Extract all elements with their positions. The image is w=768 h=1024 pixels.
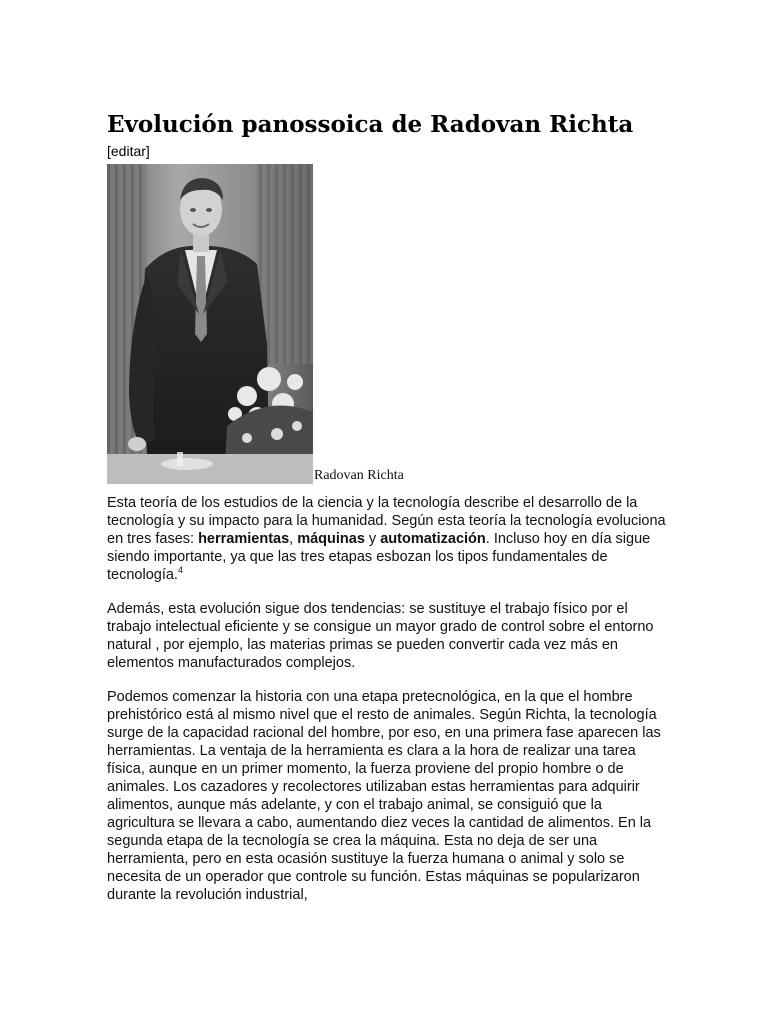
- article-title: Evolución panossoica de Radovan Richta: [107, 111, 634, 138]
- paragraph-historia: Podemos comenzar la historia con una etapa pretecnológica, en la que el hombre prehistórico está al mismo nivel que el resto de animales. Según Richta, la tecnología surge de la capacidad racional del hombre, por eso, en una primera fase aparecen las herramientas. La ventaja de la herramienta es clara a la hora de realizar una tarea física, aunque en un primer momento, la fuerza proviene del propio hombre o de animales. Los cazadores y recolectores utilizaban estas herramientas para adquirir alimentos, aunque más adelante, y con el trabajo animal, se consiguió que la agricultura se llevara a cabo, aumentando diez veces la cantidad de alimentos. En la segunda etapa de la tecnología se crea la máquina. Esta no deja de ser una herramienta, pero en esta ocasión sustituye la fuerza humana o animal y solo se necesita de un operador que controle su función. Estas máquinas se popularizaron durante la revolución industrial,: [107, 689, 661, 903]
- portrait-photo: [107, 164, 313, 484]
- edit-link[interactable]: [editar]: [107, 143, 150, 159]
- paragraph-tendencias: Además, esta evolución sigue dos tendencias: se sustituye el trabajo físico por el trabajo intelectual eficiente y se consigue un mayor grado de control sobre el entorno natural , por ejemplo, las materias primas se pueden convertir cada vez más en elementos manufacturados complejos.: [107, 601, 654, 671]
- term-maquinas: máquinas: [297, 531, 365, 547]
- reference-4[interactable]: 4: [177, 565, 183, 576]
- article: [107, 110, 667, 904]
- paragraph-text: Esta teoría de los estudios de la ciencia y la tecnología describe el desarrollo de la tecnología y su impacto para la humanidad. Según esta teoría la tecnología evoluciona en tres fases:: [107, 495, 666, 547]
- term-automatizacion: automatización: [380, 531, 486, 547]
- separator: ,: [289, 531, 298, 547]
- term-herramientas: herramientas: [198, 531, 290, 547]
- figure-caption: Radovan Richta: [314, 468, 404, 483]
- paragraph-text: . Incluso hoy en día sigue siendo importante, ya que las tres etapas esbozan los tipos fundamentales de tecnología.: [107, 531, 651, 583]
- figure: [107, 164, 667, 484]
- paragraph-intro: [107, 494, 667, 584]
- separator: y: [364, 531, 381, 547]
